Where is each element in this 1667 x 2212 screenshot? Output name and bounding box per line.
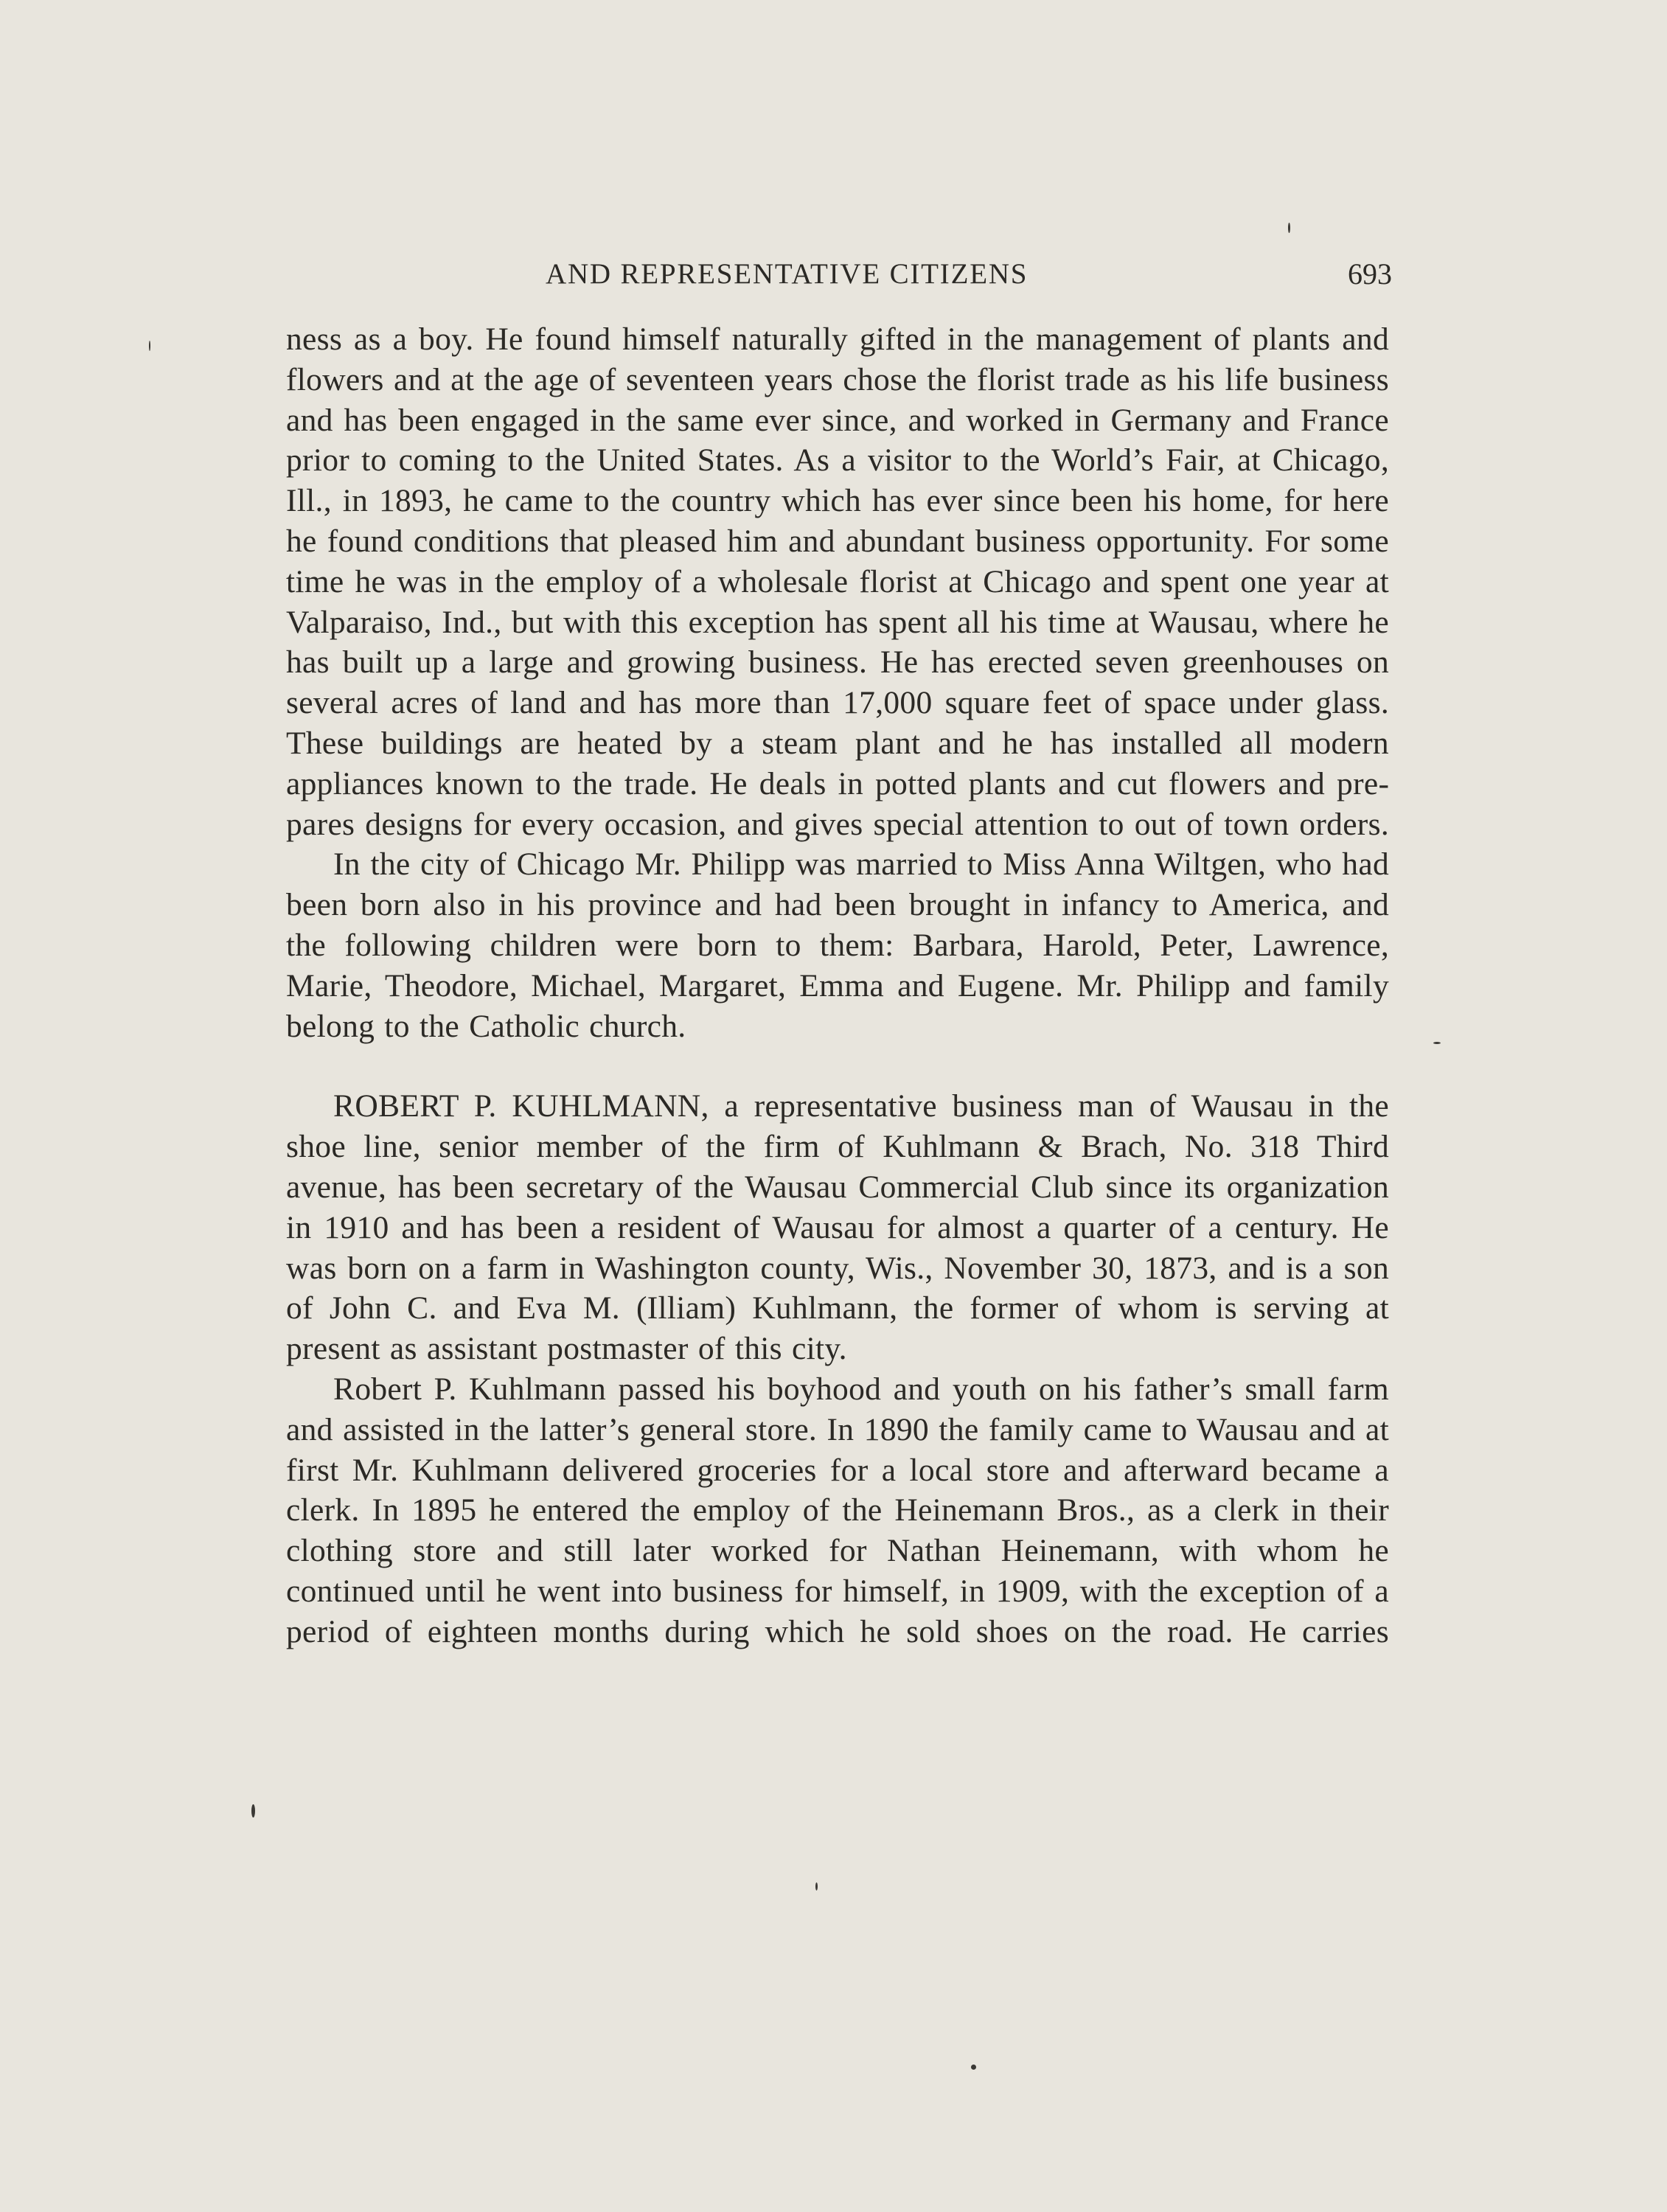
paragraph-kuhlmann-intro: ROBERT P. KUHLMANN, a representative business man of Wausau in the shoe line, senior member of the firm of Kuhlmann & Brach, No. 318 Third avenue, has been secretary of the Wausau Commercial Club since its organization in 1910 and has been a resident of Wausau for almost a quarter of a century. He was born on a farm in Washington county, Wis., November 30, 1873, and is a son of John C. and Eva M. (Illiam) Kuhlmann, the former of whom is serving at present as assistant postmaster of this city.	[286, 1088, 1389, 1367]
print-speck	[149, 341, 150, 351]
paragraph-florist-career: ness as a boy. He found himself naturally gifted in the management of plants and flowers and at the age of seventeen years chose the florist trade as his life business and has been engaged in the same ever since, and worked in Germany and France prior to coming to the United States. As a visitor to the World’s Fair, at Chicago, Ill., in 1893, he came to the country which has ever since been his home, for here he found conditions that pleased him and abundant business opportunity. For some time he was in the employ of a wholesale florist at Chicago and spent one year at Valparaiso, Ind., but with this exception has spent all his time at Wausau, where he has built up a large and growing business. He has erected seven greenhouses on several acres of land and has more than 17,000 square feet of space under glass. These buildings are heated by a steam plant and he has installed all modern appliances known to the trade. He deals in potted plants and cut flowers and prepares designs for every occasion, and gives special attention to out of town orders.	[286, 321, 1389, 842]
body-text	[286, 319, 1389, 1652]
running-title: AND REPRESENTATIVE CITIZENS	[546, 258, 1029, 290]
print-speck	[1288, 223, 1290, 233]
print-speck	[1433, 1042, 1441, 1044]
print-speck	[815, 1882, 818, 1891]
running-head	[286, 252, 1392, 296]
paragraph-kuhlmann-career: Robert P. Kuhlmann passed his boyhood and youth on his father’s small farm and assisted in the latter’s general store. In 1890 the family came to Wausau and at first Mr. Kuhlmann delivered groceries for a local store and afterward became a clerk. In 1895 he entered the employ of the Heinemann Bros., as a clerk in their clothing store and still later worked for Nathan Heinemann, with whom he continued until he went into business for himself, in 1909, with the exception of a period of eighteen months during which he sold shoes on the road. He carries	[286, 1371, 1389, 1649]
print-speck	[971, 2065, 976, 2070]
print-speck	[251, 1804, 255, 1818]
paragraph-philipp-family: In the city of Chicago Mr. Philipp was married to Miss Anna Wiltgen, who had been born also in his province and had been brought in infancy to America, and the following children were born to them: Barbara, Harold, Peter, Lawrence, Marie, Theodore, Michael, Margaret, Emma and Eugene. Mr. Philipp and family belong to the Catholic church.	[286, 846, 1389, 1044]
page-number: 693	[1348, 257, 1392, 291]
